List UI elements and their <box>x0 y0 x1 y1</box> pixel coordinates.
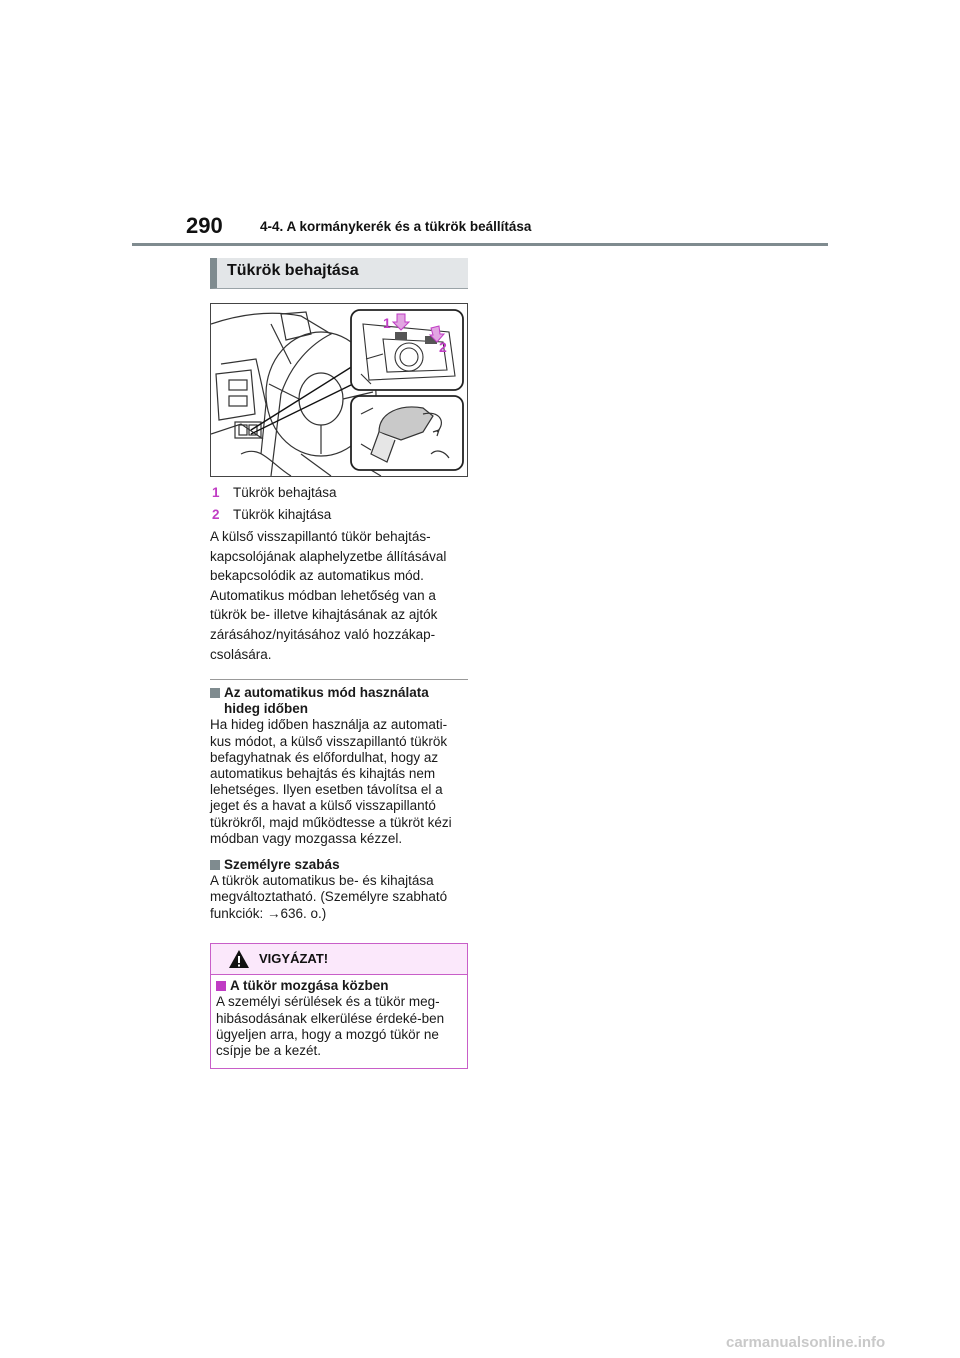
step-text: Tükrök kihajtása <box>233 507 332 522</box>
step-number: 1 <box>212 485 220 500</box>
warning-heading <box>216 978 464 994</box>
note-text: Ha hideg időben használja az automati-kus módot, a külső visszapillantó tükrök befagyhatnak és előfordulhat, hogy az automatikus behajtás és kihajtás nem lehetséges. Ilyen esetben távolítsa el a jeget és a havat a külső visszapillantó tükrökről, majd működtesse a tükröt kézi módban vagy mozgassa kézzel. <box>210 717 452 846</box>
note-heading <box>210 857 468 873</box>
note-heading-text: Személyre szabás <box>224 857 340 872</box>
warning-box <box>210 943 468 1069</box>
square-bullet-icon <box>210 860 220 870</box>
section-title: Tükrök behajtása <box>227 262 359 279</box>
warning-triangle-icon <box>228 949 250 969</box>
note-cold-weather <box>210 685 468 847</box>
step-item <box>212 482 468 504</box>
note-heading <box>210 685 468 717</box>
warning-title: VIGYÁZAT! <box>259 951 329 966</box>
section-divider <box>210 679 468 680</box>
warning-heading-text: A tükör mozgása közben <box>230 978 389 993</box>
square-bullet-icon <box>216 981 226 991</box>
warning-text: A személyi sérülések és a tükör meg-hibásodásának elkerülése érdeké-ben ügyeljen arra, hogy a mozgó tükör ne csípje be a kezét. <box>216 994 445 1059</box>
step-number: 2 <box>212 507 220 522</box>
warning-body <box>216 978 464 1059</box>
warning-title-bar <box>211 944 467 975</box>
square-bullet-icon <box>210 688 220 698</box>
note-customization <box>210 857 468 922</box>
note-heading-text: Az automatikus mód használata hideg időben <box>224 685 429 717</box>
callout-number-1: 1 <box>383 315 391 331</box>
callout-number-2: 2 <box>439 339 447 355</box>
step-item <box>212 504 468 526</box>
mirror-fold-illustration <box>210 303 468 477</box>
step-text: Tükrök behajtása <box>233 485 337 500</box>
step-list <box>212 482 468 526</box>
note-text: A tükrök automatikus be- és kihajtása megváltoztatható. (Személyre szabható funkciók: →636. o.) <box>210 873 448 921</box>
page-number: 290 <box>186 213 223 238</box>
section-heading <box>210 258 468 289</box>
header-rule <box>132 243 828 246</box>
chapter-title: 4-4. A kormánykerék és a tükrök beállítása <box>260 219 532 234</box>
illustration-drawing <box>211 304 467 476</box>
body-paragraph: A külső visszapillantó tükör behajtás-kapcsolójának alaphelyzetbe állításával bekapcsolódik az automatikus mód. Automatikus módban lehetőség van a tükrök be- illetve kihajtásának az ajtók zárásához/nyitásához való hozzákap-csolására. <box>210 529 447 662</box>
watermark: carmanualsonline.info <box>726 1334 886 1351</box>
